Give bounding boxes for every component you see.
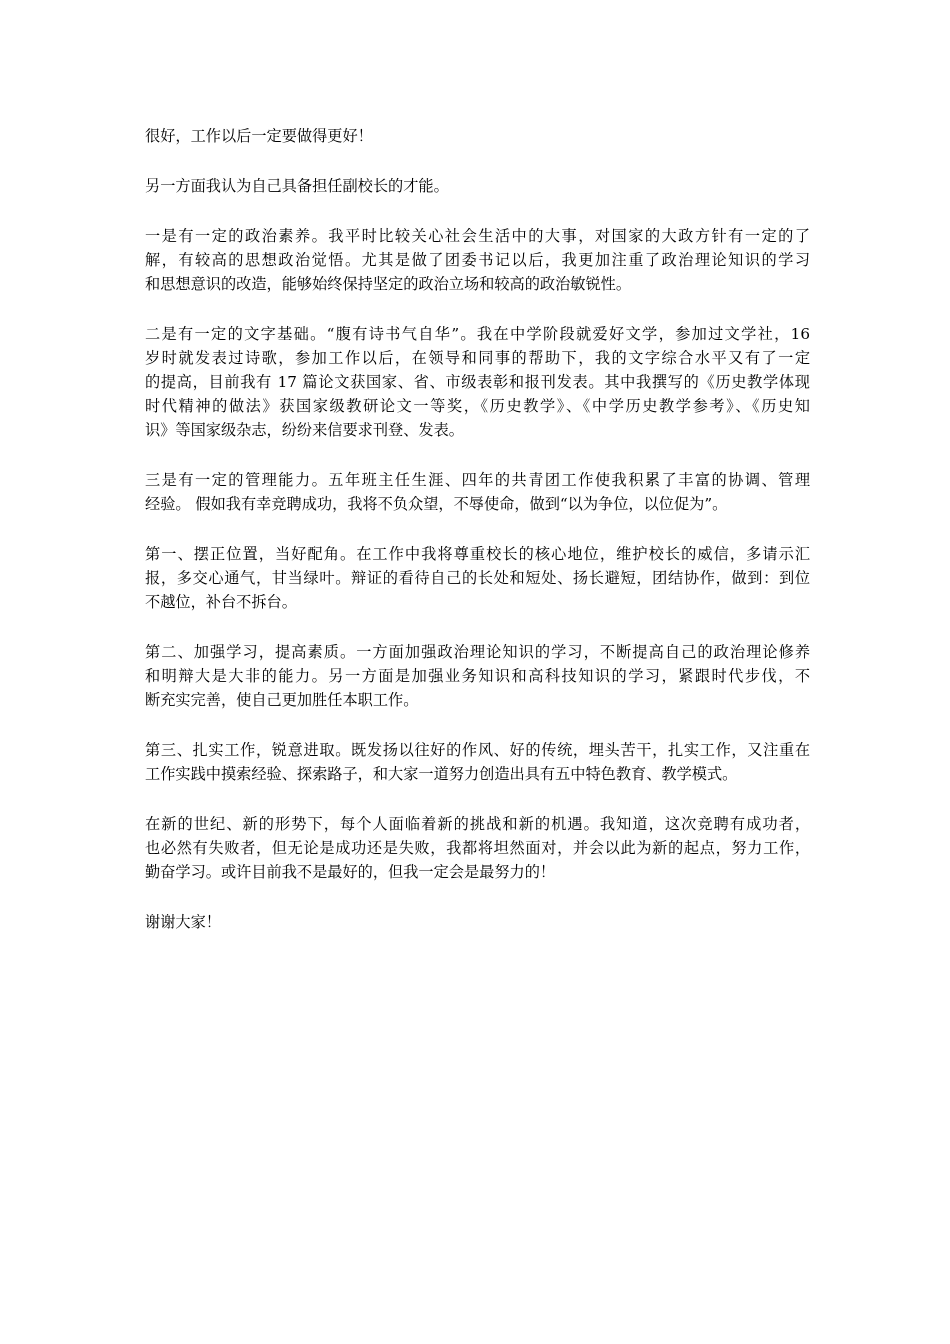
text-line: 勤奋学习。或许目前我不是最好的，但我一定会是最努力的！ (145, 863, 556, 881)
paragraph-opening (145, 124, 810, 148)
text-line: 在新的世纪、新的形势下，每个人面临着新的挑战和新的机遇。我知道，这次竞聘有成功者， (145, 815, 810, 833)
text-line: 解，有较高的思想政治觉悟。尤其是做了团委书记以后，我更加注重了政治理论知识的学习 (145, 251, 810, 269)
document-body (145, 124, 810, 960)
text-line: 岁时就发表过诗歌，参加工作以后，在领导和同事的帮助下，我的文字综合水平又有了一定 (145, 349, 810, 367)
text-line: 第一、摆正位置，当好配角。在工作中我将尊重校长的核心地位，维护校长的威信，多请示汇 (145, 545, 810, 563)
text-line: 工作实践中摸索经验、探索路子，和大家一道努力创造出具有五中特色教育、教学模式。 (145, 765, 738, 783)
text-line: 和明辩大是大非的能力。另一方面是加强业务知识和高科技知识的学习，紧跟时代步伐，不 (145, 667, 810, 685)
text-line: 另一方面我认为自己具备担任副校长的才能。 (145, 177, 449, 195)
text-line: 不越位，补台不拆台。 (145, 593, 297, 611)
text-line: 第三、扎实工作，锐意进取。既发扬以往好的作风、好的传统，埋头苦干，扎实工作，又注重在 (145, 741, 810, 759)
paragraph-first-point (145, 542, 810, 614)
text-line: 报，多交心通气，甘当绿叶。辩证的看待自己的长处和短处、扬长避短，团结协作，做到：到位 (145, 569, 810, 587)
text-line: 和思想意识的改造，能够始终保持坚定的政治立场和较高的政治敏锐性。 (145, 275, 631, 293)
paragraph-closing (145, 910, 810, 934)
text-line: 谢谢大家！ (145, 913, 221, 931)
text-line: 时代精神的做法》获国家级教研论文一等奖，《历史教学》、《中学历史教学参考》、《历史知 (145, 397, 810, 415)
text-line: 很好，工作以后一定要做得更好！ (145, 127, 373, 145)
paragraph-writing-foundation (145, 322, 810, 442)
text-line: 第二、加强学习，提高素质。一方面加强政治理论知识的学习，不断提高自己的政治理论修养 (145, 643, 810, 661)
paragraph-ability-intro (145, 174, 810, 198)
text-line: 也必然有失败者，但无论是成功还是失败，我都将坦然面对，并会以此为新的起点，努力工作， (145, 839, 810, 857)
paragraph-conclusion (145, 812, 810, 884)
text-line: 三是有一定的管理能力。五年班主任生涯、四年的共青团工作使我积累了丰富的协调、管理 (145, 471, 810, 489)
paragraph-third-point (145, 738, 810, 786)
text-line: 一是有一定的政治素养。我平时比较关心社会生活中的大事，对国家的大政方针有一定的了 (145, 227, 810, 245)
paragraph-management-ability (145, 468, 810, 516)
paragraph-political-quality (145, 224, 810, 296)
text-line: 的提高，目前我有 17 篇论文获国家、省、市级表彰和报刊发表。其中我撰写的《历史教学体现 (145, 373, 810, 391)
text-line: 识》等国家级杂志，纷纷来信要求刊登、发表。 (145, 421, 464, 439)
text-line: 经验。 假如我有幸竞聘成功，我将不负众望，不辱使命，做到“以为争位，以位促为”。 (145, 495, 728, 513)
text-line: 二是有一定的文字基础。“腹有诗书气自华”。我在中学阶段就爱好文学，参加过文学社，16 (145, 325, 810, 343)
paragraph-second-point (145, 640, 810, 712)
text-line: 断充实完善，使自己更加胜任本职工作。 (145, 691, 419, 709)
